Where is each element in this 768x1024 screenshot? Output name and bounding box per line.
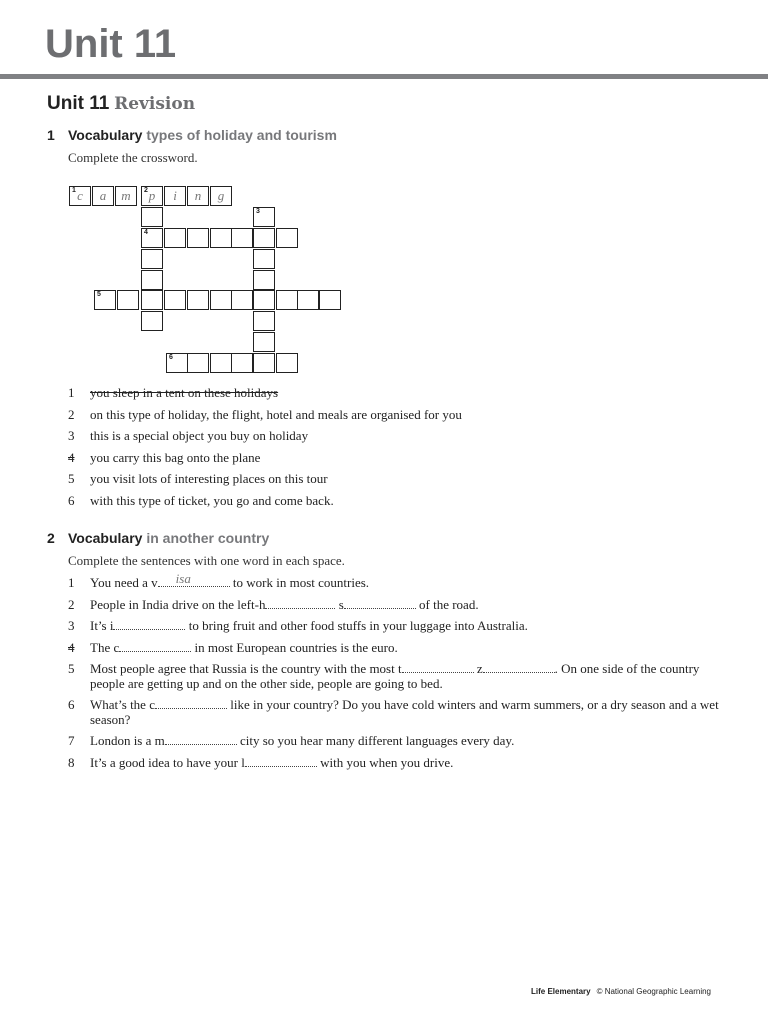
footer-publisher: © National Geographic Learning [596,987,711,996]
section2-subtopic: in another country [146,530,270,546]
clue-text: you carry this bag onto the plane [90,450,261,465]
crossword-cell[interactable] [117,290,139,310]
crossword-cell[interactable] [164,228,186,248]
answer-blank[interactable] [119,640,191,652]
crossword-letter: m [121,188,131,203]
crossword-letter: c [77,188,83,203]
crossword-cell[interactable] [141,290,163,310]
crossword-cell[interactable] [253,249,275,269]
revision-unit: Unit 11 [47,93,110,114]
section2-instruction: Complete the sentences with one word in each space. [68,553,345,568]
crossword-cell[interactable] [319,290,341,310]
crossword-cell[interactable] [164,290,186,310]
crossword-letter: n [194,188,202,203]
crossword-cell[interactable] [276,228,298,248]
crossword-cell[interactable] [231,228,253,248]
answer-blank[interactable] [113,618,185,630]
crossword-cell[interactable] [253,353,275,373]
crossword-cell[interactable] [115,186,137,206]
crossword-cell[interactable] [187,353,209,373]
crossword-cell[interactable] [187,228,209,248]
section2-number: 2 [47,530,55,546]
sentence-item: 5 Most people agree that Russia is the country with the most t z . On one side of the country people are getting up and on the other side, people are going to bed. [68,661,700,691]
crossword-cell[interactable]: 3 [253,207,275,227]
section1-instruction: Complete the crossword. [68,150,198,165]
answer-blank[interactable] [483,661,555,673]
sentence-item: 4 The c in most European countries is the euro. [68,640,398,655]
crossword-cell[interactable] [253,332,275,352]
crossword-cell[interactable] [253,228,275,248]
crossword-cell[interactable] [92,186,114,206]
crossword-letter: i [173,188,177,203]
crossword-cell[interactable] [276,290,298,310]
crossword-letter: g [217,188,225,203]
crossword-cell[interactable]: 4 [141,228,163,248]
crossword-letter: a [99,188,107,203]
crossword-cell[interactable] [141,270,163,290]
clue-text: you sleep in a tent on these holidays [90,385,279,400]
footer [531,987,711,996]
crossword-cell[interactable] [164,186,186,206]
clue-text: you visit lots of interesting places on this tour [90,471,328,486]
revision-label: Revision [114,94,196,114]
crossword-cell[interactable] [231,290,253,310]
crossword-cell[interactable] [297,290,319,310]
crossword-cell[interactable] [253,290,275,310]
crossword-cell[interactable] [187,290,209,310]
section2-heading [47,530,269,546]
footer-book-title: Life Elementary [531,987,591,996]
clue-text: this is a special object you buy on holiday [90,428,309,443]
example-answer: isa [175,571,191,586]
crossword-cell[interactable] [141,249,163,269]
crossword-cell[interactable] [253,311,275,331]
clue-item: 1 you sleep in a tent on these holidays [68,385,279,400]
crossword-cell[interactable]: 1 c [69,186,91,206]
revision-title [47,93,195,115]
answer-blank[interactable] [165,733,237,745]
crossword-cell[interactable] [210,290,232,310]
crossword-cell[interactable] [210,353,232,373]
sentence-item: 7 London is a m city so you hear many different languages every day. [68,733,515,748]
section1-number: 1 [47,127,55,143]
answer-blank[interactable] [344,597,416,609]
answer-blank[interactable] [158,571,230,587]
sentence-item: 6 What’s the c like in your country? Do you have cold winters and warm summers, or a dry season and a wet season? [68,697,719,727]
header-rule [0,74,768,79]
crossword-cell[interactable] [276,353,298,373]
clue-item: 3 this is a special object you buy on holiday [68,428,309,443]
crossword-cell[interactable] [141,207,163,227]
crossword-cell[interactable] [253,270,275,290]
answer-blank[interactable] [155,697,227,709]
answer-blank[interactable] [402,661,474,673]
sentence-item: 2 People in India drive on the left-h s of the road. [68,597,479,612]
sentence-item: 8 It’s a good idea to have your l with you when you drive. [68,755,454,770]
crossword-cell[interactable] [210,186,232,206]
crossword-cell[interactable]: 5 [94,290,116,310]
clue-item: 6 with this type of ticket, you go and come back. [68,493,334,508]
crossword-cell[interactable] [141,311,163,331]
clue-text: on this type of holiday, the flight, hotel and meals are organised for you [90,407,462,422]
sentence-item: 1 You need a v isa to work in most countries. [68,571,370,590]
section1-subtopic: types of holiday and tourism [146,127,337,143]
crossword-cell[interactable] [187,186,209,206]
crossword-cell[interactable] [231,353,253,373]
clue-item: 5 you visit lots of interesting places on this tour [68,471,328,486]
crossword-letter: p [148,188,156,203]
crossword-cell[interactable]: 6 [166,353,188,373]
sentence-item: 3 It’s i to bring fruit and other food stuffs in your luggage into Australia. [68,618,528,633]
section1-heading [47,127,337,143]
unit-header: Unit 11 [45,22,177,66]
clue-item: 4 you carry this bag onto the plane [68,450,261,465]
answer-blank[interactable] [245,755,317,767]
answer-blank[interactable] [265,597,335,609]
section1-topic: Vocabulary [68,127,143,143]
clue-item: 2 on this type of holiday, the flight, hotel and meals are organised for you [68,407,462,422]
clue-text: with this type of ticket, you go and come back. [90,493,334,508]
section2-topic: Vocabulary [68,530,143,546]
crossword-cell[interactable] [210,228,232,248]
crossword-cell[interactable]: 2 p [141,186,163,206]
